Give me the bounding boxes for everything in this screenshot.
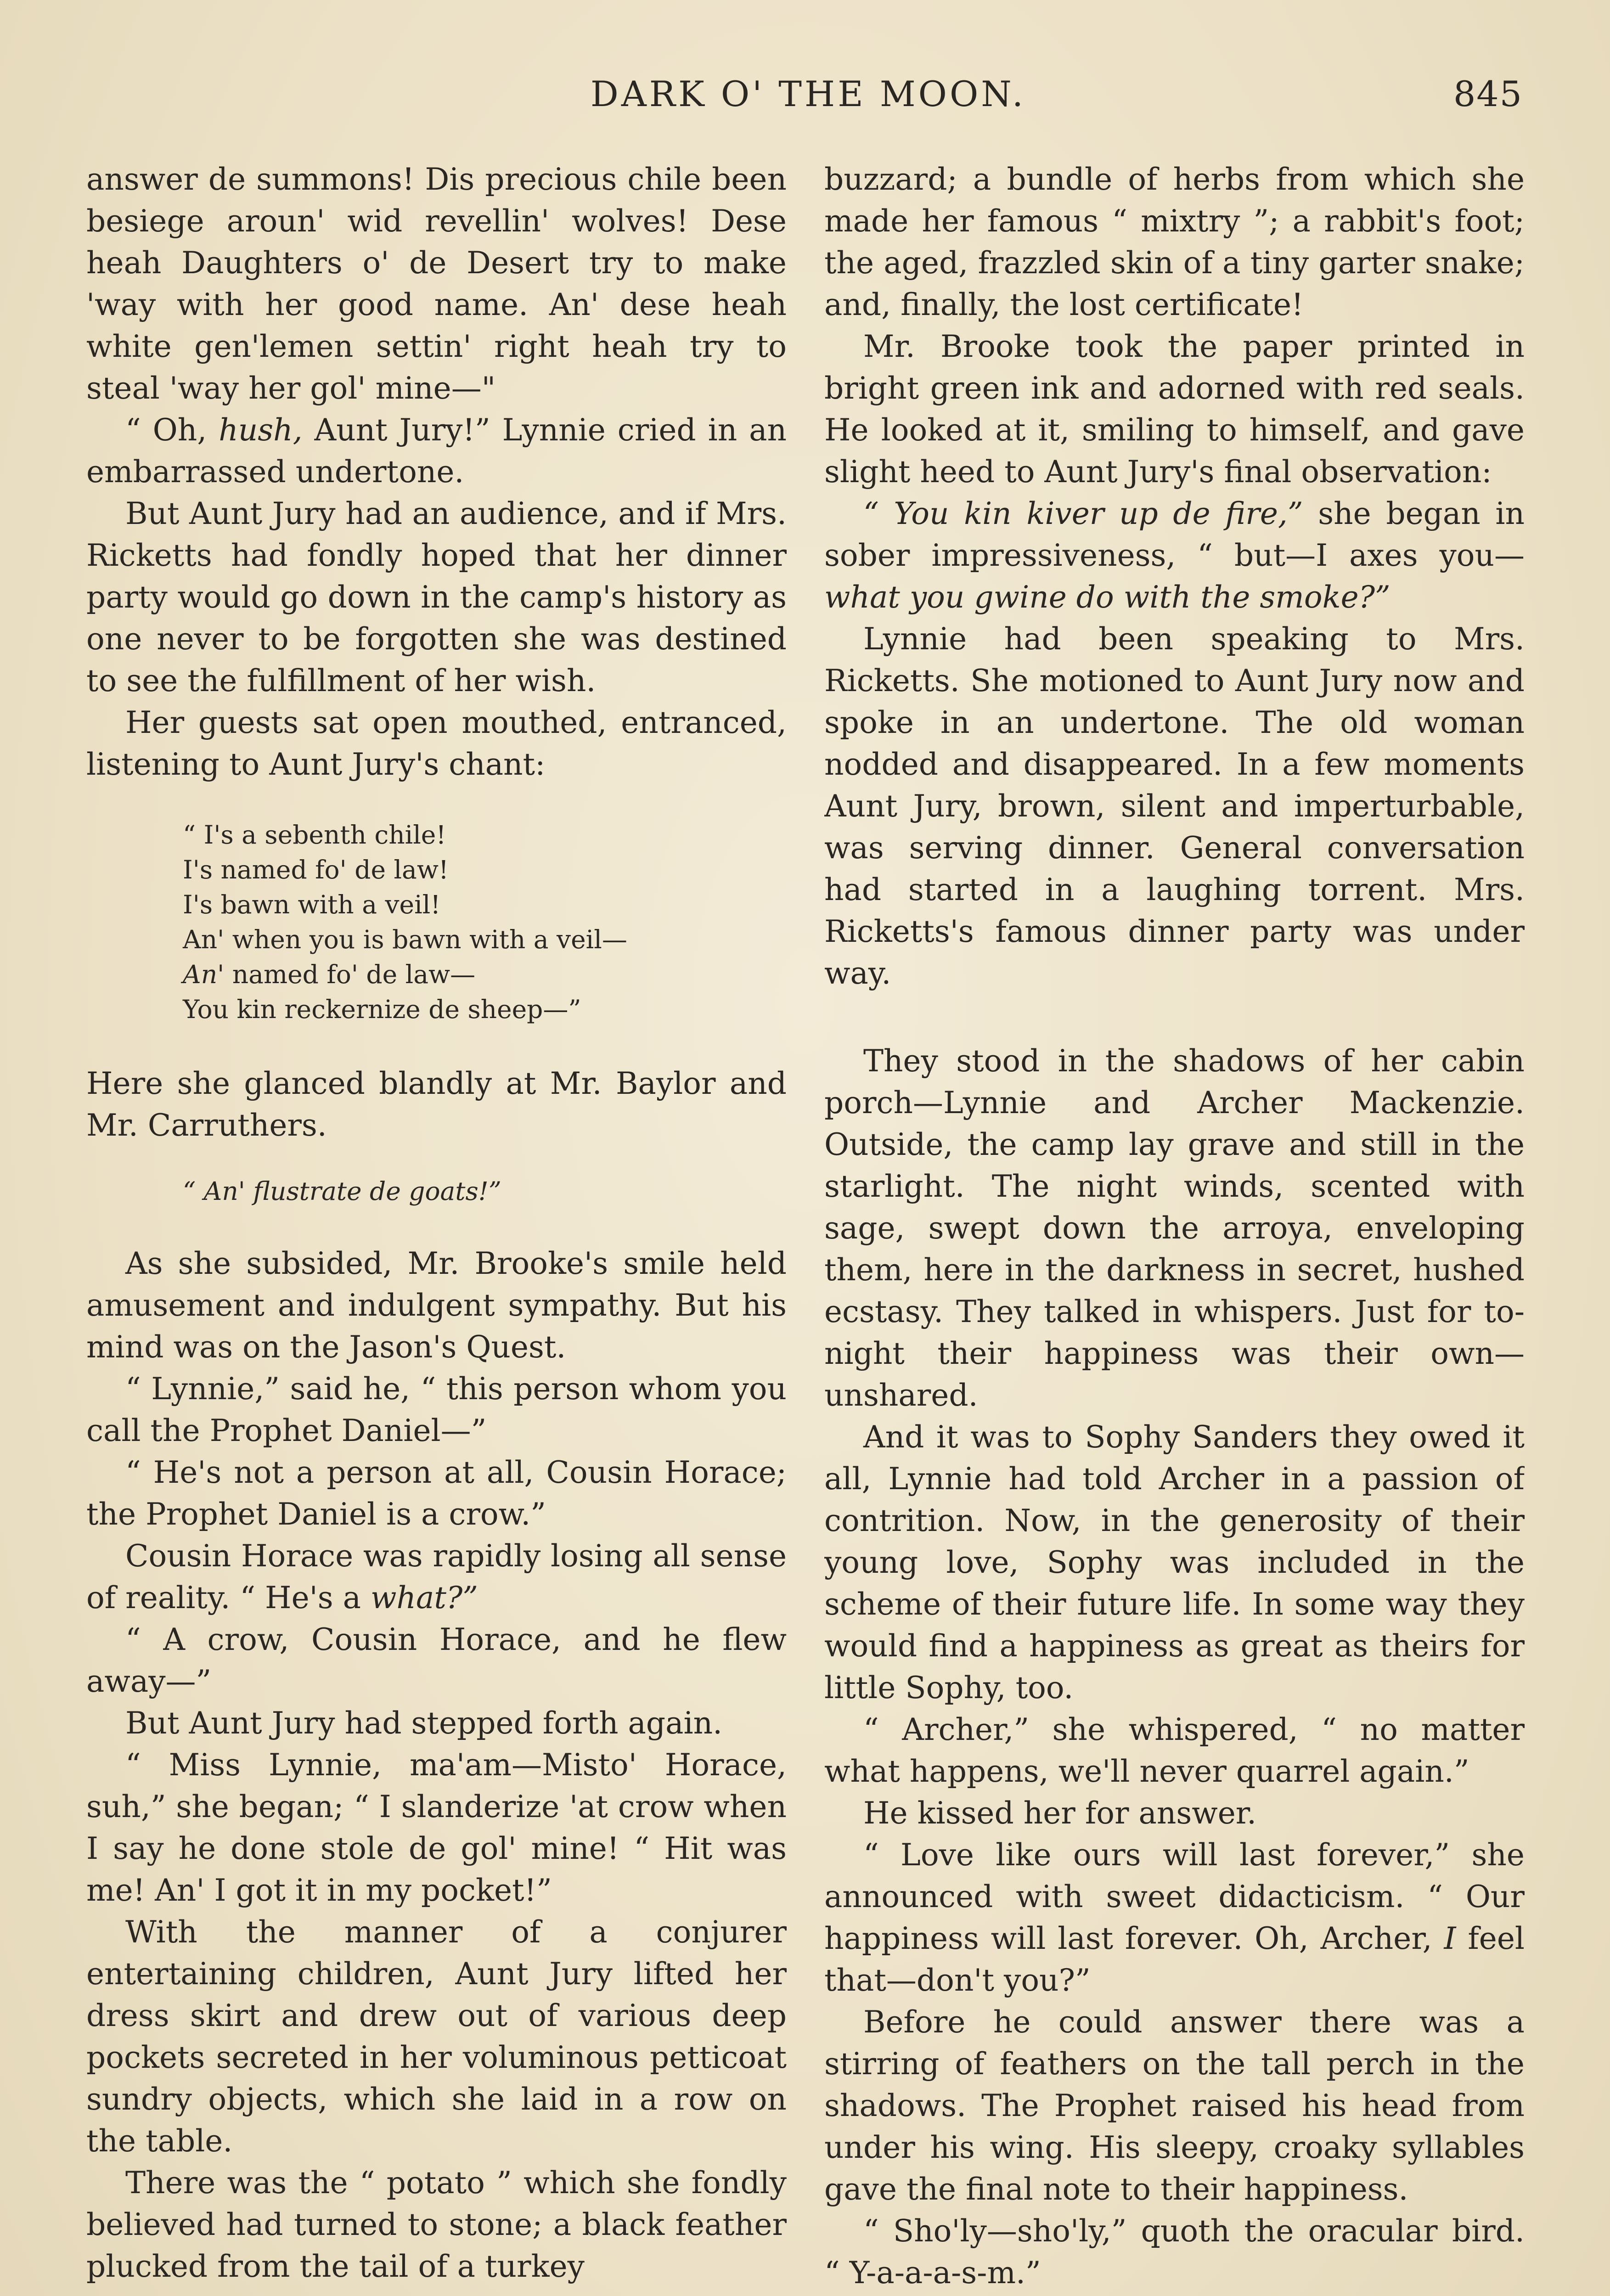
paragraph: “ He's not a person at all, Cousin Horace; the Prophet Daniel is a crow.” xyxy=(86,1455,787,1532)
quote-line: “ An' flustrate de goats!” xyxy=(183,1176,501,1206)
paragraph: buzzard; a bundle of herbs from which she made her famous “ mixtry ”; a rabbit's foot; the aged, frazzled skin of a tiny garter snake; and, finally, the lost certificate! xyxy=(824,162,1525,322)
italic-run: I xyxy=(1444,1921,1456,1956)
paragraph: They stood in the shadows of her cabin porch—Lynnie and Archer Mackenzie. Outside, the camp lay grave and still in the starlight. The night winds, scented with sage, swept down the arroya, enveloping them, here in the darkness in secret, hushed ecstasy. They talked in whispers. Just for to-night their happiness was their own—unshared. xyxy=(824,1043,1525,1413)
section-break xyxy=(824,994,1525,1040)
paragraph: There was the “ potato ” which she fondly believed had turned to stone; a black feather plucked from the tail of a turkey xyxy=(86,2165,787,2284)
paragraph xyxy=(86,409,787,493)
text-run: she began in sober impressiveness, “ but—I axes you— xyxy=(824,496,1525,573)
paragraph: With the manner of a conjurer entertaining children, Aunt Jury lifted her dress skirt and drew out of various deep pockets secreted in her voluminous petticoat sundry objects, which she laid in a row on the table. xyxy=(86,1914,787,2159)
paragraph: He kissed her for answer. xyxy=(863,1795,1257,1831)
running-title: DARK O' THE MOON. xyxy=(590,73,1026,114)
paragraph: Here she glanced blandly at Mr. Baylor and Mr. Carruthers. xyxy=(86,1066,787,1143)
verse-line: I's named fo' de law! xyxy=(183,855,449,884)
right-column xyxy=(824,158,1525,2296)
paragraph: Before he could answer there was a stirring of feathers on the tall perch in the shadows. The Prophet raised his head from under his wing. His sleepy, croaky syllables gave the final note to their happiness. xyxy=(824,2004,1525,2207)
text-run: Cousin Horace was rapidly losing all sense of reality. “ He's a xyxy=(86,1538,787,1615)
paragraph xyxy=(824,493,1525,618)
text-run: feel that—don't you?” xyxy=(824,1921,1525,1998)
paragraph: “ Archer,” she whispered, “ no matter what happens, we'll never quarrel again.” xyxy=(824,1712,1525,1789)
paragraph: But Aunt Jury had stepped forth again. xyxy=(125,1705,723,1741)
text-run: “ Love like ours will last forever,” she announced with sweet didacticism. “ Our happiness will last forever. Oh, Archer, xyxy=(824,1837,1525,1956)
italic-run: hush, xyxy=(219,412,303,448)
text-run: Aunt Jury!” Lynnie cried in an embarrassed undertone. xyxy=(86,412,787,490)
paragraph: As she subsided, Mr. Brooke's smile held amusement and indulgent sympathy. But his mind was on the Jason's Quest. xyxy=(86,1246,787,1365)
page-header xyxy=(0,73,1610,138)
verse-block xyxy=(183,817,787,1027)
paragraph: Mr. Brooke took the paper printed in bright green ink and adorned with red seals. He looked at it, smiling to himself, and gave slight heed to Aunt Jury's final observation: xyxy=(824,329,1525,490)
paragraph xyxy=(824,1834,1525,2001)
italic-run: what you gwine do with the smoke?” xyxy=(824,580,1390,615)
verse-line: An' when you is bawn with a veil— xyxy=(183,925,627,954)
text-run: “ Oh, xyxy=(125,412,219,448)
paragraph: answer de summons! Dis precious chile been besiege aroun' wid revellin' wolves! Dese heah Daughters o' de Desert try to make 'way with her good name. An' dese heah white gen'lemen settin' right heah try to steal 'way her gol' mine—" xyxy=(86,162,787,406)
italic-run: “ You kin kiver up de fire,” xyxy=(863,496,1303,531)
paragraph: Her guests sat open mouthed, entranced, listening to Aunt Jury's chant: xyxy=(86,705,787,782)
left-column xyxy=(86,158,787,2296)
italic-run: An' xyxy=(183,960,225,989)
paragraph: And it was to Sophy Sanders they owed it all, Lynnie had told Archer in a passion of contrition. Now, in the generosity of their young love, Sophy was included in the scheme of their future life. In some way they would find a happiness as great as theirs for little Sophy, too. xyxy=(824,1419,1525,1705)
paragraph: “ Lynnie,” said he, “ this person whom you call the Prophet Daniel—” xyxy=(86,1371,787,1448)
paragraph: “ Miss Lynnie, ma'am—Misto' Horace, suh,” she began; “ I slanderize 'at crow when I say he done stole de gol' mine! “ Hit was me! An' I got it in my pocket!” xyxy=(86,1747,787,1908)
text-run: named fo' de law— xyxy=(224,960,476,989)
verse-line xyxy=(183,957,787,992)
italic-run: what?” xyxy=(370,1580,478,1615)
paragraph: But Aunt Jury had an audience, and if Mrs. Ricketts had fondly hoped that her dinner party would go down in the camp's history as one never to be forgotten she was destined to see the fulfillment of her wish. xyxy=(86,496,787,698)
page-number: 845 xyxy=(1453,73,1523,114)
verse-line: “ I's a sebenth chile! xyxy=(183,820,446,850)
paragraph xyxy=(86,1535,787,1619)
verse-line: You kin reckernize de sheep—” xyxy=(183,995,581,1024)
paragraph: Lynnie had been speaking to Mrs. Ricketts. She motioned to Aunt Jury now and spoke in an undertone. The old woman nodded and disappeared. In a few moments Aunt Jury, brown, silent and imperturbable, was serving dinner. General conversation had started in a laughing torrent. Mrs. Ricketts's famous dinner party was under way. xyxy=(824,621,1525,991)
paragraph: “ A crow, Cousin Horace, and he flew away—” xyxy=(86,1622,787,1699)
verse-line: I's bawn with a veil! xyxy=(183,890,441,919)
paragraph: “ Sho'ly—sho'ly,” quoth the oracular bird. “ Y-a-a-a-s-m.” xyxy=(824,2213,1525,2290)
